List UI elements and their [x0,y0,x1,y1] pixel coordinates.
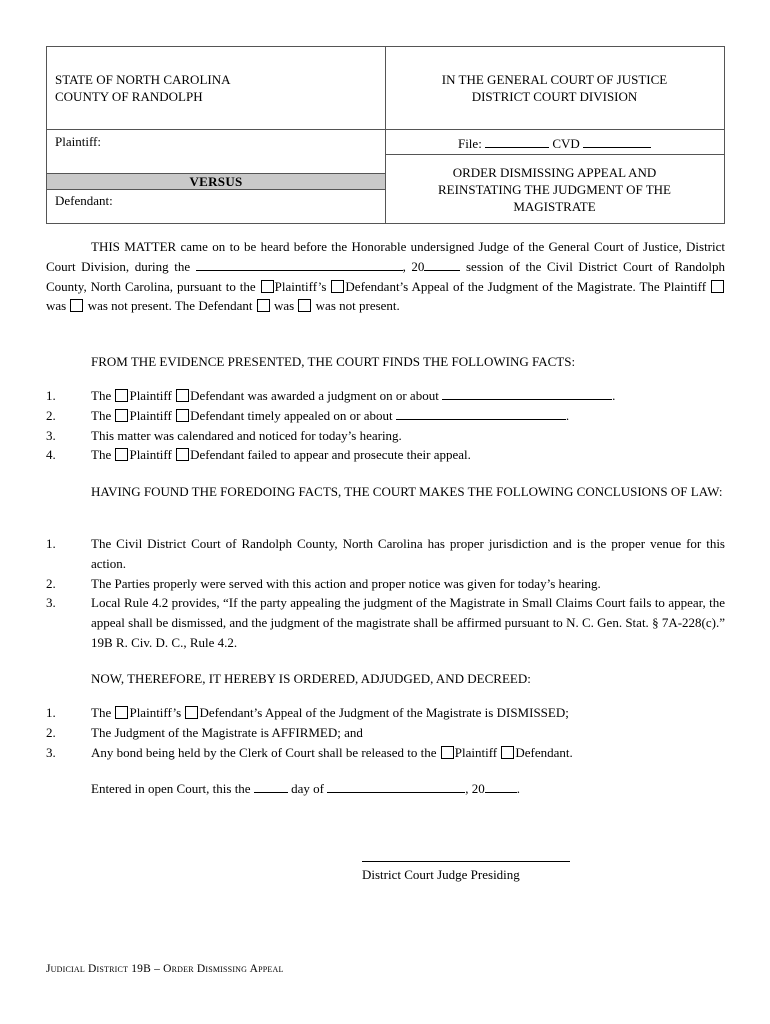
list-item [46,743,725,763]
plaintiff-checkbox[interactable] [115,389,128,402]
defendant-not-present-checkbox[interactable] [298,299,311,312]
item-number: 1. [46,705,56,720]
caption-right [385,47,724,223]
item-number: 1. [46,536,56,551]
item-text: Local Rule 4.2 provides, “If the party appealing the judgment of the Magistrate in Small Claims Court fails to appear, the appeal shall be dismissed, and the judgment of the magistrate shall be affirmed pursuant to N. C. Gen. Stat. § 7A-228(c).” 19B R. Civ. D. C., Rule 4.2. [91,595,725,650]
plaintiff-field[interactable] [47,129,385,173]
checkbox-label: was [273,298,295,314]
defendant-label: Defendant: [55,193,113,208]
item-text: The Parties properly were served with this action and proper notice was given for today’s hearing. [91,575,601,591]
list-item [46,386,725,406]
footer-text: Judicial District 19B – Order Dismissing Appeal [46,963,284,975]
list-item [46,534,725,574]
item-number: 2. [46,407,56,423]
plaintiff-label: Plaintiff: [55,134,101,149]
entered-text: Entered in open Court, this the [91,781,251,796]
signature-line[interactable] [362,861,570,862]
division-line: DISTRICT COURT DIVISION [471,89,638,104]
item-text: The Civil District Court of Randolph County, North Carolina has proper jurisdiction and is the proper venue for this action. [91,536,725,571]
title-line: MAGISTRATE [513,199,596,214]
plaintiff-checkbox[interactable] [115,409,128,422]
list-item [46,406,725,426]
checkbox-label: was [46,298,67,314]
facts-list [46,386,725,465]
cvd-number-field[interactable] [583,135,651,148]
judgment-date-field[interactable] [442,387,612,400]
conclusions-heading: HAVING FOUND THE FOREDOING FACTS, THE COURT MAKES THE FOLLOWING CONCLUSIONS OF LAW: [91,484,723,499]
order-heading: NOW, THEREFORE, IT HEREBY IS ORDERED, ADJUDGED, AND DECREED: [91,671,531,686]
session-date-field[interactable] [196,258,403,271]
state-name: STATE OF NORTH CAROLINA [55,72,231,87]
defendant-field[interactable] [47,190,385,209]
defendant-checkbox[interactable] [176,409,189,422]
plaintiff-not-present-checkbox[interactable] [70,299,83,312]
entered-day-field[interactable] [254,780,288,793]
intro-text: session of the Civil District Court of Randolph County, North Carolina, pursuant to the [46,258,726,294]
entered-text: . [516,781,520,796]
checkbox-label: Plaintiff [129,388,172,403]
intro-paragraph [46,237,725,316]
checkbox-label: Defendant was awarded a judgment on or about [190,388,439,403]
orders-list [46,703,725,762]
item-text: The [91,705,112,720]
plaintiff-appeal-checkbox[interactable] [261,280,274,293]
versus-bar: VERSUS [47,173,385,190]
defendant-present-checkbox[interactable] [257,299,270,312]
checkbox-label: Defendant’s [345,278,409,294]
entered-line [46,779,725,799]
item-number: 3. [46,595,56,611]
file-label: File: [457,136,482,151]
title-line: REINSTATING THE JUDGMENT OF THE [438,182,671,197]
defendant-checkbox[interactable] [176,389,189,402]
list-item [46,703,725,723]
checkbox-label: Plaintiff [129,447,172,463]
findings-heading: FROM THE EVIDENCE PRESENTED, THE COURT FINDS THE FOLLOWING FACTS: [91,354,576,369]
defendant-appeal-checkbox[interactable] [331,280,344,293]
item-text: . [612,388,616,403]
checkbox-label: Defendant failed to appear and prosecute their appeal. [190,447,471,463]
caption-left [47,47,386,223]
plaintiff-present-checkbox[interactable] [711,280,724,293]
item-number: 3. [46,427,56,443]
item-number: 2. [46,724,56,740]
item-text: . [565,407,570,423]
court-name [385,47,724,129]
list-item [46,593,725,652]
conclusions-list [46,534,725,653]
item-text: The Judgment of the Magistrate is AFFIRMED; and [91,724,363,740]
item-text: This matter was calendared and noticed for today’s hearing. [91,427,402,443]
defendant-checkbox[interactable] [176,448,189,461]
checkbox-label: Defendant timely appealed on or about [190,407,393,423]
checkbox-label: was not present. [315,298,400,314]
entered-text: day of [291,781,324,796]
item-number: 2. [46,575,56,591]
entered-text: , 20 [465,781,485,796]
item-text: The [91,447,112,463]
plaintiff-checkbox[interactable] [115,706,128,719]
item-number: 4. [46,447,56,463]
list-item [46,574,725,594]
item-text: Any bond being held by the Clerk of Court shall be released to the [91,744,437,760]
checkbox-label: Plaintiff’s [129,705,182,720]
checkbox-label: Plaintiff [454,744,498,760]
checkbox-label: Plaintiff’s [274,278,327,294]
entered-month-field[interactable] [327,780,465,793]
state-county [47,47,385,129]
item-number: 3. [46,744,56,760]
plaintiff-checkbox[interactable] [441,746,454,759]
appeal-date-field[interactable] [396,407,566,420]
item-number: 1. [46,388,56,403]
list-item [46,723,725,743]
intro-text: , 20 [402,258,425,274]
signature-label: District Court Judge Presiding [362,867,520,882]
entered-year-field[interactable] [485,780,517,793]
order-title [385,155,724,215]
county-name: COUNTY OF RANDOLPH [55,89,203,104]
court-line: IN THE GENERAL COURT OF JUSTICE [441,72,668,87]
list-item [46,426,725,446]
checkbox-label: Plaintiff [129,407,172,423]
checkbox-label: was not present. The Defendant [87,298,253,314]
session-year-field[interactable] [424,258,460,271]
file-number-field[interactable] [485,135,549,148]
item-text: The [91,388,112,403]
defendant-checkbox[interactable] [501,746,514,759]
case-caption [46,46,725,224]
item-text: The [91,407,112,423]
checkbox-label: Defendant’s Appeal of the Judgment of the Magistrate is DISMISSED; [199,705,569,720]
checkbox-label: Defendant. [515,744,573,760]
file-number-row [385,129,724,155]
defendant-checkbox[interactable] [185,706,198,719]
intro-text: THIS MATTER came on to be heard before the Honorable undersigned Judge of the General Court of Justice, District Court Division, during the [46,239,725,274]
cvd-label: CVD [552,136,580,151]
list-item [46,445,725,465]
plaintiff-checkbox[interactable] [115,448,128,461]
intro-text: Appeal of the Judgment of the Magistrate. The Plaintiff [411,278,707,294]
title-line: ORDER DISMISSING APPEAL AND [452,165,657,180]
